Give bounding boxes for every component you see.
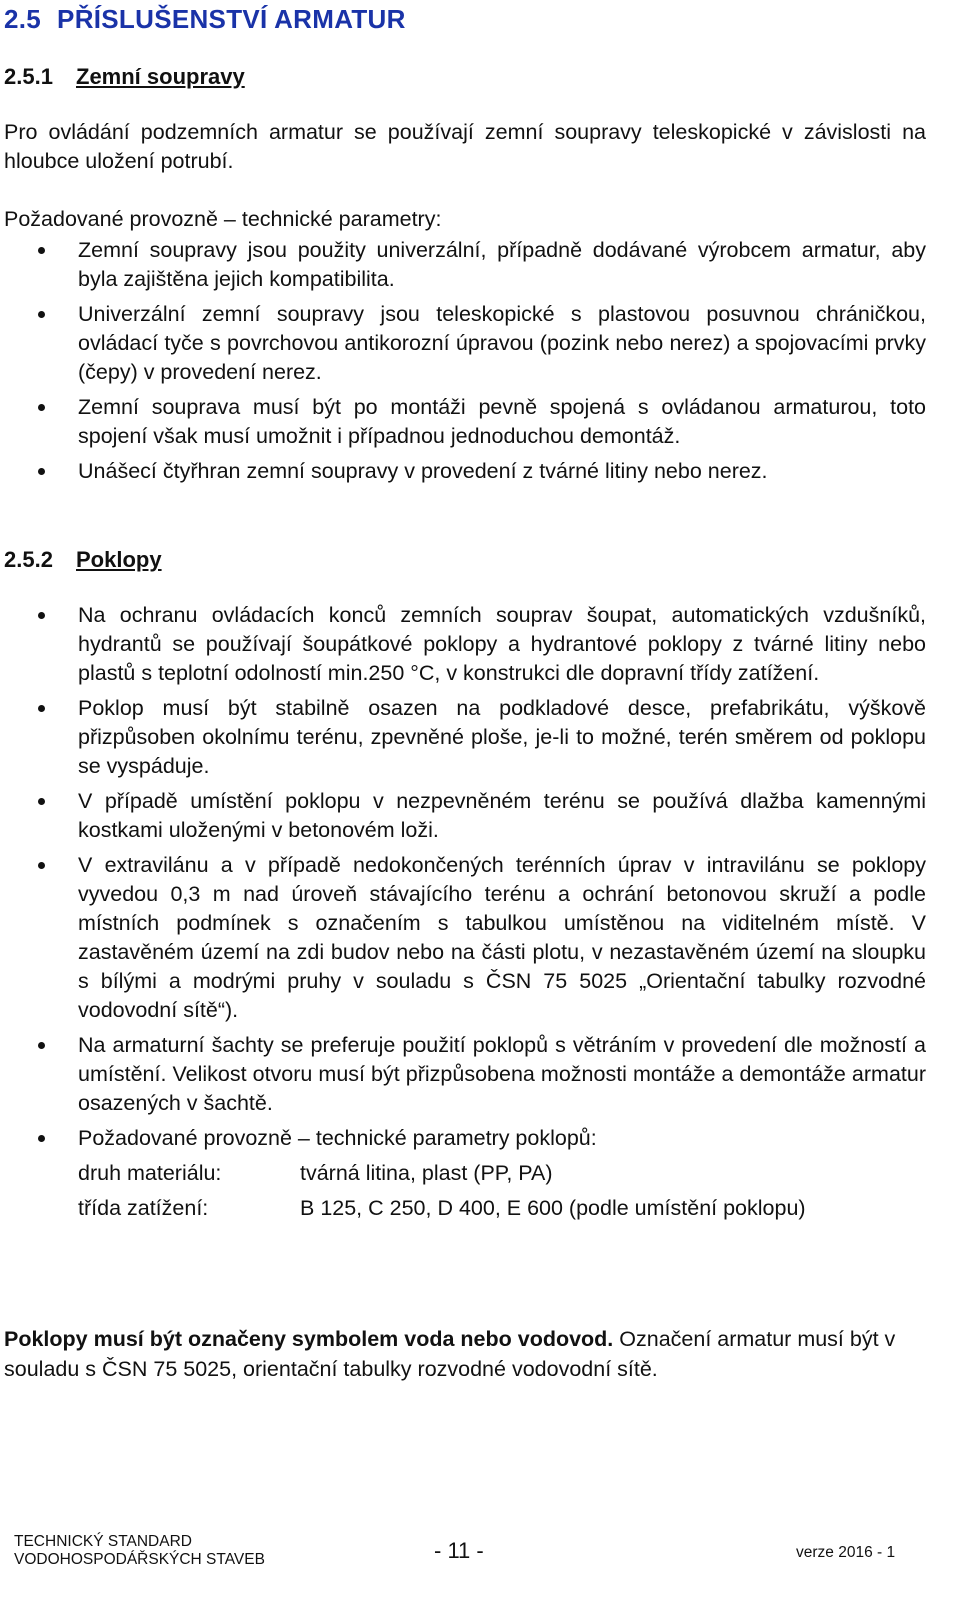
param-label: druh materiálu: [78, 1161, 222, 1185]
list-item-text: Na ochranu ovládacích konců zemních souprav šoupat, automatických vzdušníků, hydrantů se používají šoupátkové poklopy a hydrantové poklopy z tvárné litiny nebo plastů s teplotní odolností min.250 °C, v konstrukci dle dopravní třídy zatížení. [78, 603, 926, 685]
section-number: 2.5 [4, 4, 42, 34]
bullet-icon [38, 247, 45, 254]
bullet-icon [38, 468, 45, 475]
subsection-title: Poklopy [76, 547, 162, 572]
bullet-icon [38, 862, 45, 869]
subsection-number: 2.5.2 [4, 547, 53, 572]
bullet-icon [38, 705, 45, 712]
list-item [0, 851, 926, 1025]
footer-title [14, 1533, 265, 1569]
subsection-title: Zemní soupravy [76, 64, 245, 89]
list-item-text: Poklop musí být stabilně osazen na podkladové desce, prefabrikátu, výškově přizpůsoben okolnímu terénu, zpevněné ploše, je-li to možné, terén směrem od poklopu se vyspáduje. [78, 696, 926, 778]
section-heading [4, 4, 406, 35]
list-item [0, 236, 926, 294]
param-row [78, 1159, 926, 1188]
bullet-icon [38, 798, 45, 805]
closing-paragraph [4, 1324, 928, 1384]
section-title: PŘÍSLUŠENSTVÍ ARMATUR [57, 4, 406, 34]
param-value: B 125, C 250, D 400, E 600 (podle umístění poklopu) [300, 1196, 806, 1220]
closing-text: Označení armatur musí být v souladu s ČSN 75 5025, orientační tabulky rozvodné vodovodní sítě. [4, 1327, 896, 1381]
bullet-icon [38, 404, 45, 411]
page-number: - 11 - [434, 1538, 484, 1563]
list-item [0, 1031, 926, 1118]
list-item-text: Na armaturní šachty se preferuje použití poklopů s větráním v provedení dle možností a umístění. Velikost otvoru musí být přizpůsobena možnosti montáže a demontáže armatur osazených v šachtě. [78, 1033, 926, 1115]
param-row [78, 1194, 926, 1223]
bullet-icon [38, 311, 45, 318]
list-item [0, 787, 926, 845]
footer-line-2: VODOHOSPODÁŘSKÝCH STAVEB [14, 1551, 265, 1568]
bullet-icon [38, 1135, 45, 1142]
list-item-text: Zemní soupravy jsou použity univerzální, případně dodávané výrobcem armatur, aby byla zajištěna jejich kompatibilita. [78, 238, 926, 291]
bullet-icon [38, 1042, 45, 1049]
param-value: tvárná litina, plast (PP, PA) [300, 1161, 553, 1185]
bullet-icon [38, 612, 45, 619]
list-item [0, 694, 926, 781]
list-item-text: Požadované provozně – technické parametry poklopů: [78, 1126, 597, 1150]
list-item [0, 457, 926, 486]
list-item [0, 393, 926, 451]
list-item-text: V extravilánu a v případě nedokončených terénních úprav v intravilánu se poklopy vyvedou 0,3 m nad úroveň stávajícího terénu a ochrání betonovou skruží a podle místních podmínek s označením s tabulkou umístěnou na viditelném místě. V zastavěném území na zdi budov nebo na části plotu, v nezastavěném území na sloupku s bílými a modrými pruhy v souladu s ČSN 75 5025 „Orientační tabulky rozvodné vodovodní sítě“). [78, 853, 926, 1022]
list-item-text: Univerzální zemní soupravy jsou teleskopické s plastovou posuvnou chráničkou, ovládací tyče s povrchovou antikorozní úpravou (pozink nebo nerez) a spojovacími prvky (čepy) v provedení nerez. [78, 302, 926, 384]
footer-line-1: TECHNICKÝ STANDARD [14, 1533, 192, 1550]
params-table [78, 1159, 926, 1223]
param-label: třída zatížení: [78, 1196, 209, 1220]
list-item-text: Unášecí čtyřhran zemní soupravy v provedení z tvárné litiny nebo nerez. [78, 459, 768, 483]
list-zemni-soupravy [0, 236, 960, 492]
closing-bold-text: Poklopy musí být označeny symbolem voda nebo vodovod. [4, 1327, 614, 1351]
list-item [0, 300, 926, 387]
subsection-number: 2.5.1 [4, 64, 53, 89]
intro-paragraph: Pro ovládání podzemních armatur se používají zemní soupravy teleskopické v závislosti na hloubce uložení potrubí. [4, 120, 926, 173]
list-item [0, 601, 926, 688]
params-intro: Požadované provozně – technické parametry: [4, 207, 442, 231]
subsection-heading-2 [4, 547, 162, 573]
list-item [0, 1124, 926, 1223]
version-label: verze 2016 - 1 [796, 1544, 896, 1561]
list-item-text: V případě umístění poklopu v nezpevněném terénu se používá dlažba kamennými kostkami uloženými v betonovém loži. [78, 789, 926, 842]
list-poklopy [0, 601, 960, 1229]
subsection-heading-1 [4, 64, 245, 90]
list-item-text: Zemní souprava musí být po montáži pevně spojená s ovládanou armaturou, toto spojení však musí umožnit i případnou jednoduchou demontáž. [78, 395, 926, 448]
